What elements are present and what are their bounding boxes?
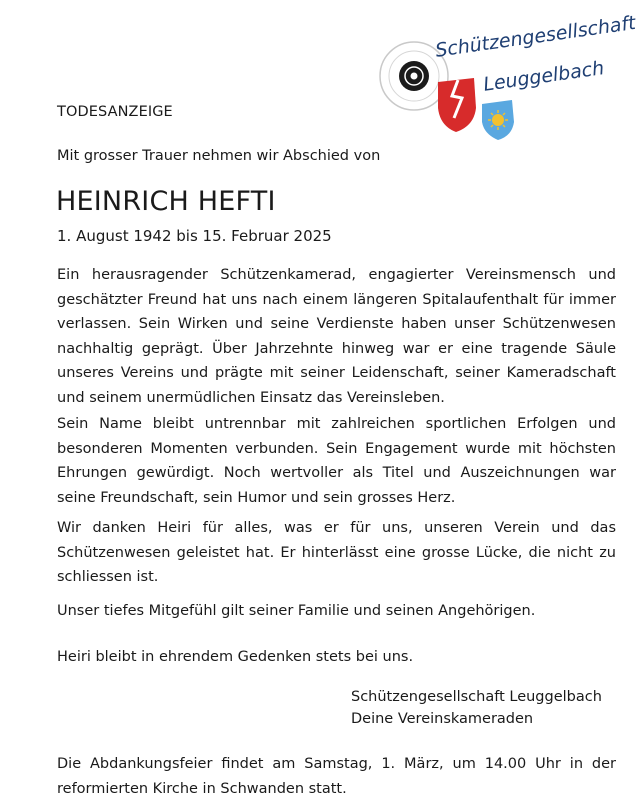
logo-text-club: Schützengesellschaft [434,11,637,62]
intro-line: Mit grosser Trauer nehmen wir Abschied von [57,148,381,164]
signature-club: Schützengesellschaft Leuggelbach [351,689,602,705]
paragraph-remembrance: Heiri bleibt in ehrendem Gedenken stets bei uns. [57,649,414,665]
life-dates: 1. August 1942 bis 15. Februar 2025 [57,227,332,245]
notice-label: TODESANZEIGE [57,104,173,120]
signature-members: Deine Vereinskameraden [351,711,534,727]
paragraph-tribute: Ein herausragender Schützenkamerad, engagierter Vereinsmensch und geschätzter Freund hat uns nach einem längeren Spitalaufenthalt für immer verlassen. Sein Wirken und seine Verdienste haben unser Schützenwesen nachhaltig geprägt. Über Jahrzehnte hinweg war er eine tragende Säule unseres Vereins und prägte mit seiner Leidenschaft, seiner Kameradschaft und seinem unermüdlichen Einsatz das Vereinsleben. [57,267,616,406]
signature-block [351,686,602,730]
funeral-info: Die Abdankungsfeier findet am Samstag, 1. März, um 14.00 Uhr in der reformierten Kirche in Schwanden statt. [57,756,616,797]
paragraph-thanks: Wir danken Heiri für alles, was er für uns, unseren Verein und das Schützenwesen geleistet hat. Er hinterlässt eine grosse Lücke, die nicht zu schliessen ist. [57,520,616,585]
paragraph-condolences: Unser tiefes Mitgefühl gilt seiner Familie und seinen Angehörigen. [57,603,536,619]
club-logo [378,11,637,142]
paragraph-achievements: Sein Name bleibt untrennbar mit zahlreichen sportlichen Erfolgen und besonderen Momenten verbunden. Sein Engagement wurde mit höchsten Ehrungen gewürdigt. Noch wertvoller als Titel und Auszeichnungen war seine Freundschaft, sein Humor und sein grosses Herz. [57,416,616,506]
deceased-name: HEINRICH HEFTI [56,186,276,217]
logo-text-village: Leuggelbach [482,57,606,96]
